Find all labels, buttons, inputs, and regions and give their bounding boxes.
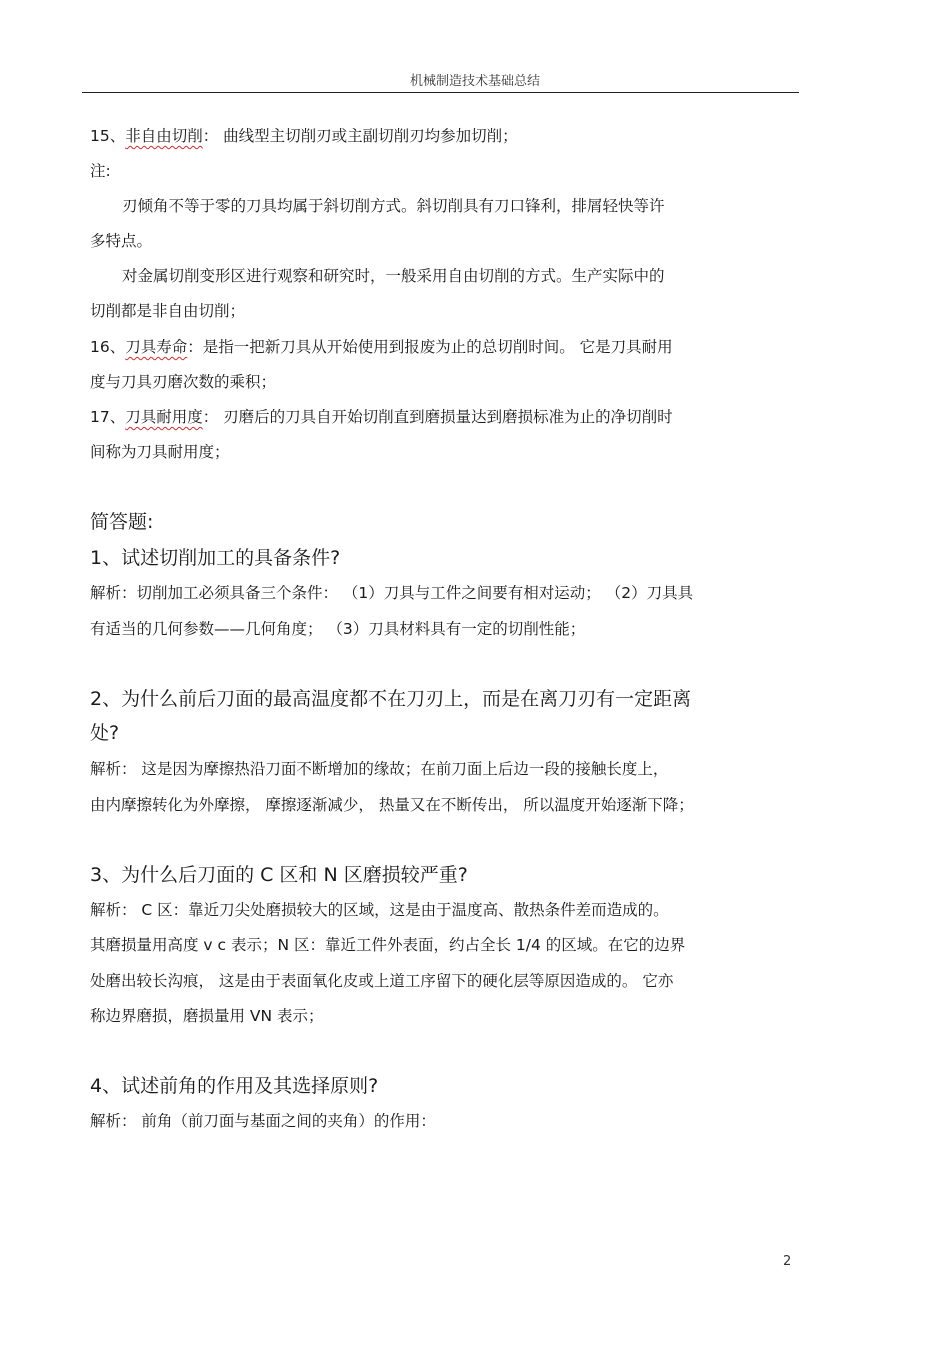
note-paragraph-1-line-2: 多特点。 xyxy=(90,232,153,250)
answer-2-line-2: 由内摩擦转化为外摩擦， 摩擦逐渐减少， 热量又在不断传出， 所以温度开始逐渐下降； xyxy=(90,796,694,814)
answer-3-line-4: 称边界磨损，磨损量用 VN 表示； xyxy=(90,1007,324,1025)
definition-text: ：是指一把新刀具从开始使用到报废为止的总切削时间。 它是刀具耐用 xyxy=(187,338,673,356)
note-paragraph-2-line-1: 对金属切削变形区进行观察和研究时，一般采用自由切削的方式。生产实际中的 xyxy=(122,267,665,285)
note-label: 注: xyxy=(90,162,111,180)
answer-3-line-1: 解析： C 区：靠近刀尖处磨损较大的区域，这是由于温度高、散热条件差而造成的。 xyxy=(90,901,669,919)
item-number: 16、 xyxy=(90,338,126,356)
question-2-line-2: 处? xyxy=(90,722,120,744)
answer-3-line-2: 其磨损量用高度 v c 表示；N 区：靠近工件外表面，约占全长 1/4 的区域。在它的边界 xyxy=(90,936,686,954)
definition-text: ： 刃磨后的刀具自开始切削直到磨损量达到磨损标准为止的净切削时 xyxy=(202,408,673,426)
answer-2-line-1: 解析： 这是因为摩擦热沿刀面不断增加的缘故；在前刀面上后边一段的接触长度上， xyxy=(90,760,669,778)
answer-1-line-1: 解析：切削加工必须具备三个条件： （1）刀具与工件之间要有相对运动； （2）刀具具 xyxy=(90,584,694,602)
item-number: 17、 xyxy=(90,408,126,426)
answer-3-line-3: 处磨出较长沟痕， 这是由于表面氧化皮或上道工序留下的硬化层等原因造成的。 它亦 xyxy=(90,972,674,990)
definition-16-line-2: 度与刀具刃磨次数的乘积； xyxy=(90,373,277,391)
section-heading: 简答题: xyxy=(90,511,154,533)
question-4: 4、试述前角的作用及其选择原则? xyxy=(90,1075,379,1097)
note-paragraph-2-line-2: 切削都是非自由切削； xyxy=(90,302,246,320)
page-header-title: 机械制造技术基础总结 xyxy=(409,74,540,89)
question-2-line-1: 2、为什么前后刀面的最高温度都不在刀刃上，而是在离刀刃有一定距离 xyxy=(90,688,692,710)
term-non-free-cutting: 非自由切削 xyxy=(125,127,203,145)
item-number: 15、 xyxy=(90,127,126,145)
definition-17 xyxy=(90,410,673,426)
question-3: 3、为什么后刀面的 C 区和 N 区磨损较严重? xyxy=(90,864,468,886)
header-divider xyxy=(82,92,799,93)
definition-text: ： 曲线型主切削刃或主副切削刃均参加切削； xyxy=(202,127,518,145)
question-1: 1、试述切削加工的具备条件? xyxy=(90,547,341,569)
definition-15 xyxy=(90,129,518,145)
note-paragraph-1-line-1: 刃倾角不等于零的刀具均属于斜切削方式。斜切削具有刀口锋利，排屑轻快等许 xyxy=(122,197,665,215)
definition-17-line-2: 间称为刀具耐用度； xyxy=(90,443,230,461)
page-number: 2 xyxy=(783,1254,792,1269)
term-tool-durability: 刀具耐用度 xyxy=(125,408,203,426)
term-tool-life: 刀具寿命 xyxy=(125,338,188,356)
answer-4-line-1: 解析： 前角（前刀面与基面之间的夹角）的作用： xyxy=(90,1112,436,1130)
answer-1-line-2: 有适当的几何参数——几何角度； （3）刀具材料具有一定的切削性能； xyxy=(90,620,586,638)
definition-16 xyxy=(90,340,673,356)
